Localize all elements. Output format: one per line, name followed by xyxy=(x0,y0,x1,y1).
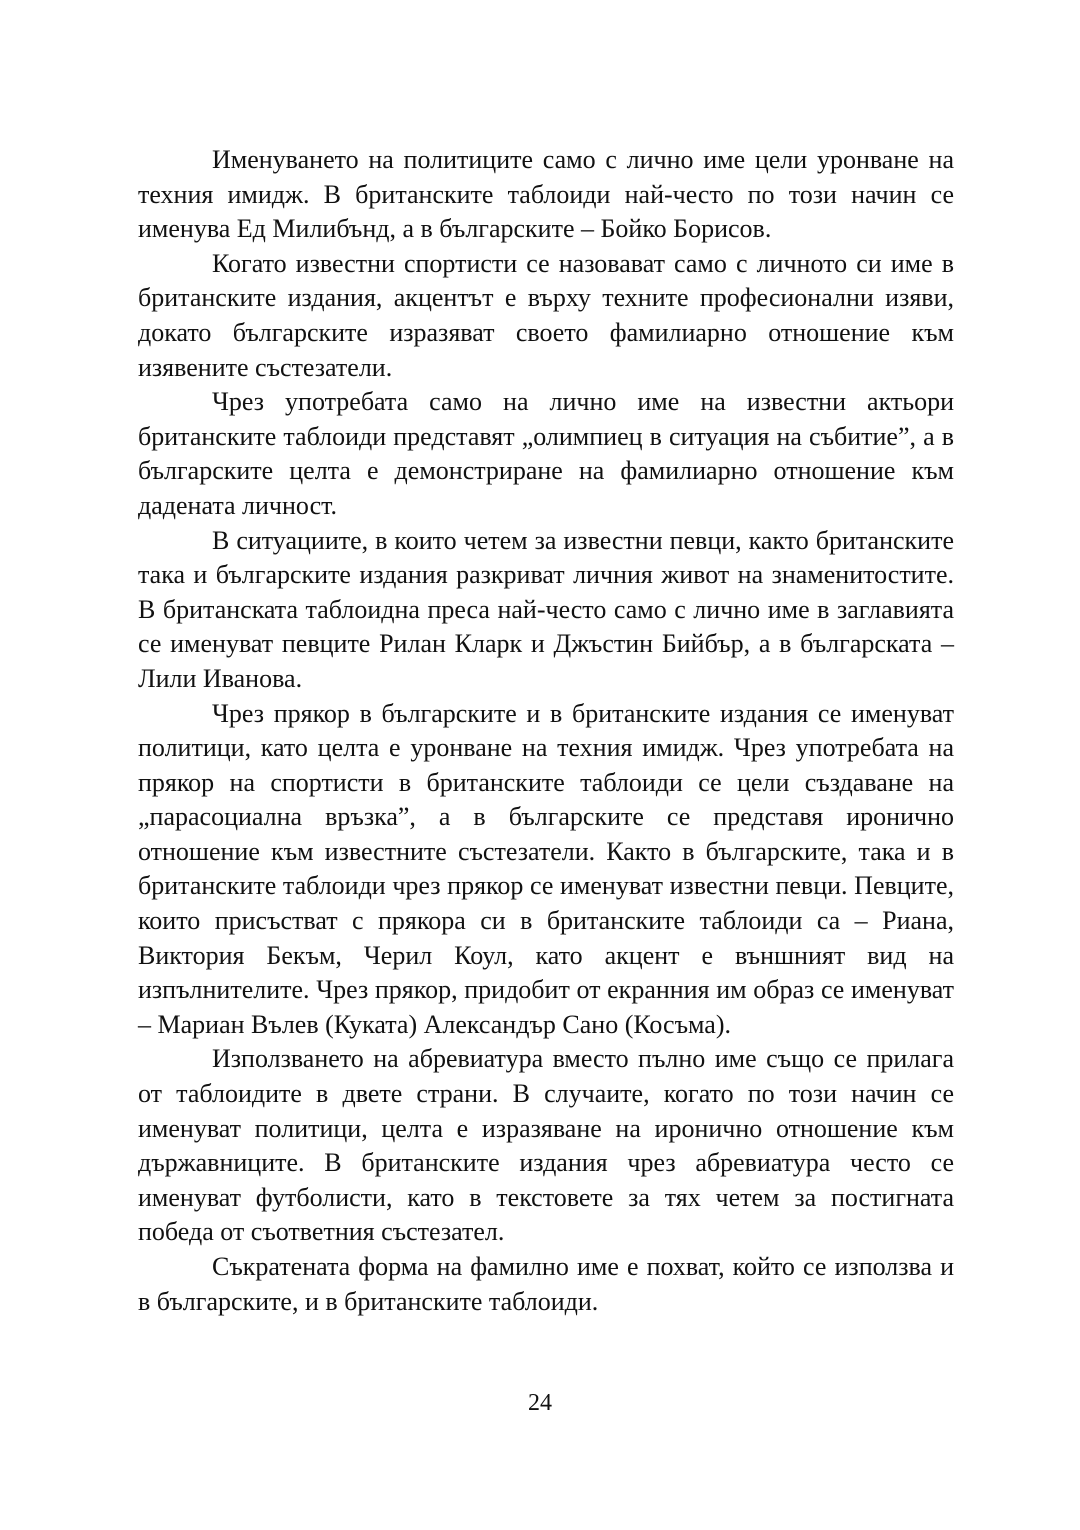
paragraph-5: Чрез прякор в българските и в британските издания се именуват политици, като целта е уронване на техния имидж. Чрез употребата на прякор на спортисти в британските таблоиди се цели създаване на „парасоциална връзка”, а в българските се представя иронично отношение към известните състезатели. Както в българските, така и в британските таблоиди чрез прякор се именуват известни певци. Певците, които присъстват с прякора си в британските таблоиди са – Риана, Виктория Бекъм, Черил Коул, като акцент е външният вид на изпълнителите. Чрез прякор, придобит от екранния им образ се именуват – Мариан Вълев (Куката) Александър Сано (Косъма). xyxy=(138,698,954,1039)
paragraph-6: Използването на абревиатура вместо пълно име също се прилага от таблоидите в двете страни. В случаите, когато по този начин се именуват политици, целта е изразяване на иронично отношение към държавниците. В британските издания чрез абревиатура често се именуват футболисти, като в текстовете за тях четем за постигната победа от съответния състезател. xyxy=(138,1044,954,1247)
paragraph-1: Именуването на политиците само с лично име цели уронване на техния имидж. В британските таблоиди най-често по този начин се именува Ед Милибънд, а в българските – Бойко Борисов. xyxy=(138,145,954,244)
paragraph-7: Съкратената форма на фамилно име е похват, който се използва и в българските, и в британските таблоиди. xyxy=(138,1252,954,1316)
paragraph-3: Чрез употребата само на лично име на известни актьори британските таблоиди представят „олимпиец в ситуация на събитие”, а в българските целта е демонстриране на фамилиарно отношение към дадената личност. xyxy=(138,387,954,520)
page-number: 24 xyxy=(528,1390,552,1416)
body-text xyxy=(138,143,954,1319)
paragraph-4: В ситуациите, в които четем за известни певци, както британските така и българските издания разкриват личния живот на знаменитостите. В британската таблоидна преса най-често само с лично име в заглавията се именуват певците Рилан Кларк и Джъстин Бийбър, а в българската – Лили Иванова. xyxy=(138,525,954,693)
paragraph-2: Когато известни спортисти се назовават само с личното си име в британските издания, акцентът е върху техните професионални изяви, докато българските изразяват своето фамилиарно отношение към изявените състезатели. xyxy=(138,248,954,382)
